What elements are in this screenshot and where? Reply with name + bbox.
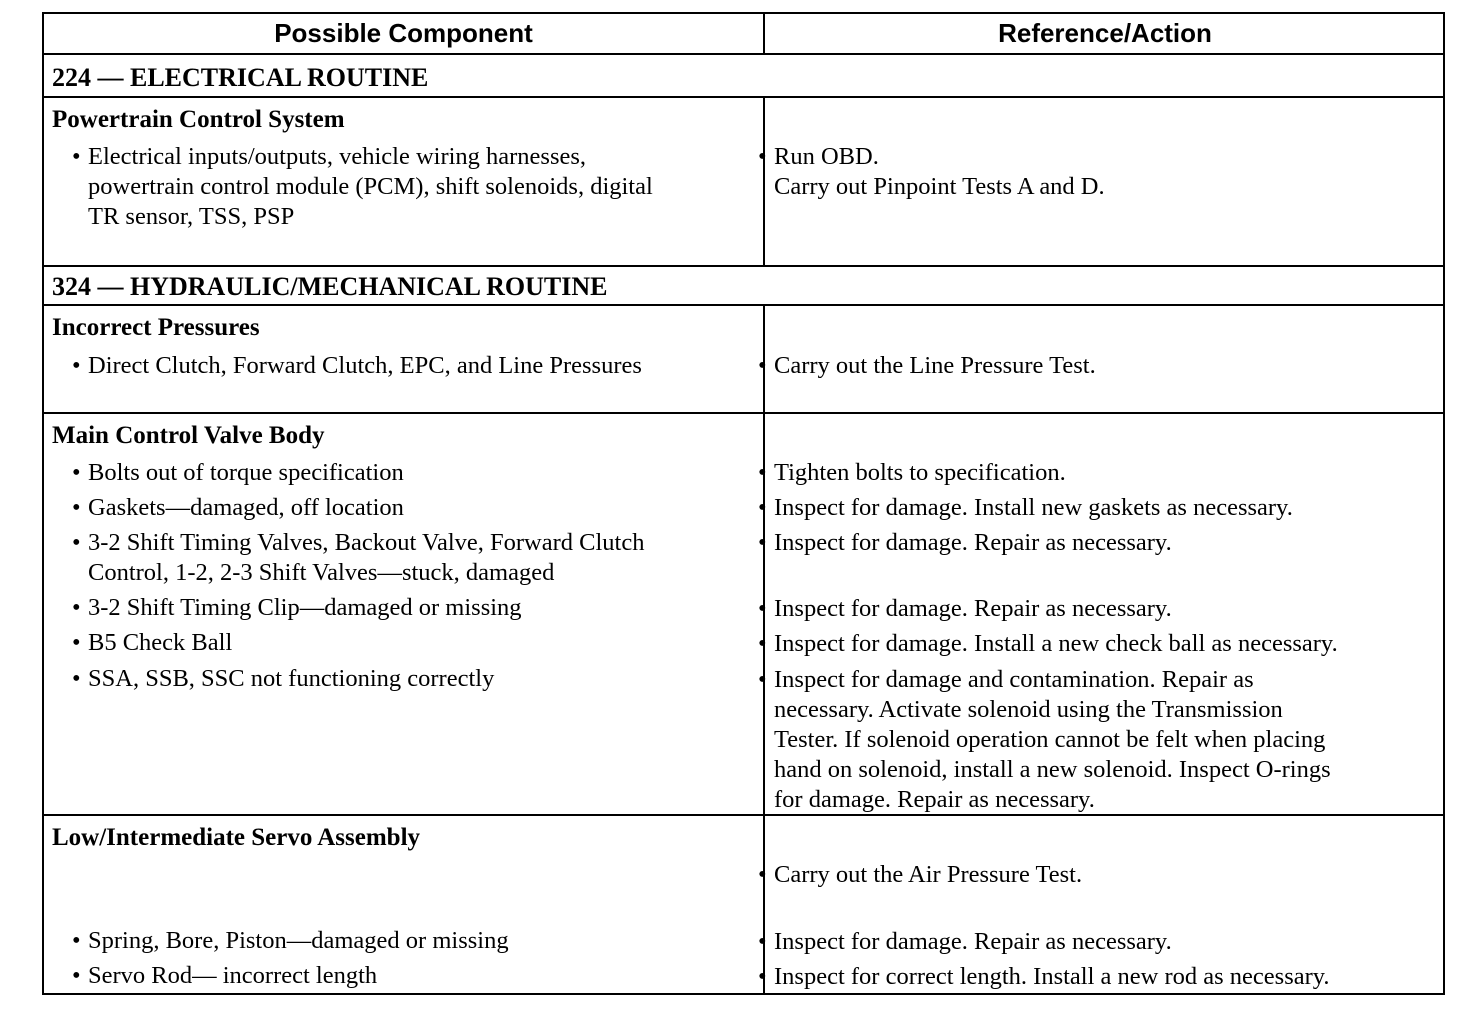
bullet-icon: •	[72, 494, 81, 521]
action-item: • Inspect for damage. Repair as necessary.	[758, 595, 1172, 622]
bullet-icon: •	[72, 665, 81, 692]
action-item: • Inspect for damage. Repair as necessary.	[758, 529, 1172, 556]
action-item: • Carry out the Line Pressure Test.	[758, 352, 1096, 379]
action-item: • Inspect for damage. Install a new check ball as necessary.	[758, 630, 1338, 657]
column-header-component: Possible Component	[274, 18, 533, 48]
component-item: • Spring, Bore, Piston—damaged or missing	[72, 927, 509, 954]
section-title: 324 — HYDRAULIC/MECHANICAL ROUTINE	[52, 272, 608, 301]
bullet-icon: •	[758, 861, 767, 888]
action-item: • Inspect for correct length. Install a new rod as necessary.	[758, 963, 1330, 990]
component-item: • Bolts out of torque specification	[72, 459, 404, 486]
bullet-icon: •	[758, 630, 767, 657]
component-item: • 3-2 Shift Timing Clip—damaged or missing	[72, 594, 522, 621]
component-item: • Electrical inputs/outputs, vehicle wiring harnesses, powertrain control module (PCM), shift solenoids, digital TR sensor, TSS, PSP	[72, 143, 653, 230]
component-item: • Servo Rod— incorrect length	[72, 962, 378, 989]
row-divider	[44, 265, 1443, 267]
action-item: • Carry out the Air Pressure Test.	[758, 861, 1083, 888]
bullet-icon: •	[758, 459, 767, 486]
section-title: 224 — ELECTRICAL ROUTINE	[52, 63, 429, 92]
bullet-icon: •	[758, 494, 767, 521]
bullet-icon: •	[72, 927, 81, 954]
group-title: Main Control Valve Body	[52, 422, 325, 449]
bullet-icon: •	[72, 962, 81, 989]
column-divider	[763, 98, 765, 267]
component-item: • Direct Clutch, Forward Clutch, EPC, and Line Pressures	[72, 352, 642, 379]
column-header-action: Reference/Action	[998, 18, 1212, 48]
bullet-icon: •	[758, 529, 767, 556]
action-item: • Tighten bolts to specification.	[758, 459, 1066, 486]
bullet-icon: •	[72, 529, 81, 556]
bullet-icon: •	[72, 594, 81, 621]
bullet-icon: •	[72, 629, 81, 656]
component-item: • Gaskets—damaged, off location	[72, 494, 404, 521]
component-item: • SSA, SSB, SSC not functioning correctly	[72, 665, 495, 692]
bullet-icon: •	[758, 928, 767, 955]
group-title: Powertrain Control System	[52, 106, 345, 133]
bullet-icon: •	[758, 143, 767, 170]
group-title: Incorrect Pressures	[52, 314, 260, 341]
bullet-icon: •	[758, 595, 767, 622]
row-divider	[44, 412, 1443, 414]
diagnostic-table	[42, 12, 1445, 995]
component-item: • B5 Check Ball	[72, 629, 233, 656]
action-item: • Run OBD. Carry out Pinpoint Tests A and D.	[758, 143, 1105, 200]
bullet-icon: •	[72, 459, 81, 486]
group-title: Low/Intermediate Servo Assembly	[52, 824, 421, 851]
action-item: • Inspect for damage and contamination. Repair as necessary. Activate solenoid using the Transmission Tester. If solenoid operation cannot be felt when placing hand on solenoid, install a new solenoid. Inspect O-rings for damage. Repair as necessary.	[758, 666, 1331, 813]
component-item: • 3-2 Shift Timing Valves, Backout Valve, Forward Clutch Control, 1-2, 2-3 Shift Valves—stuck, damaged	[72, 529, 645, 586]
bullet-icon: •	[758, 352, 767, 379]
bullet-icon: •	[758, 666, 767, 693]
bullet-icon: •	[72, 352, 81, 379]
bullet-icon: •	[72, 143, 81, 170]
row-divider	[44, 53, 1443, 55]
row-divider	[44, 304, 1443, 306]
action-item: • Inspect for damage. Install new gaskets as necessary.	[758, 494, 1293, 521]
row-divider	[44, 96, 1443, 98]
action-item: • Inspect for damage. Repair as necessary.	[758, 928, 1172, 955]
bullet-icon: •	[758, 963, 767, 990]
